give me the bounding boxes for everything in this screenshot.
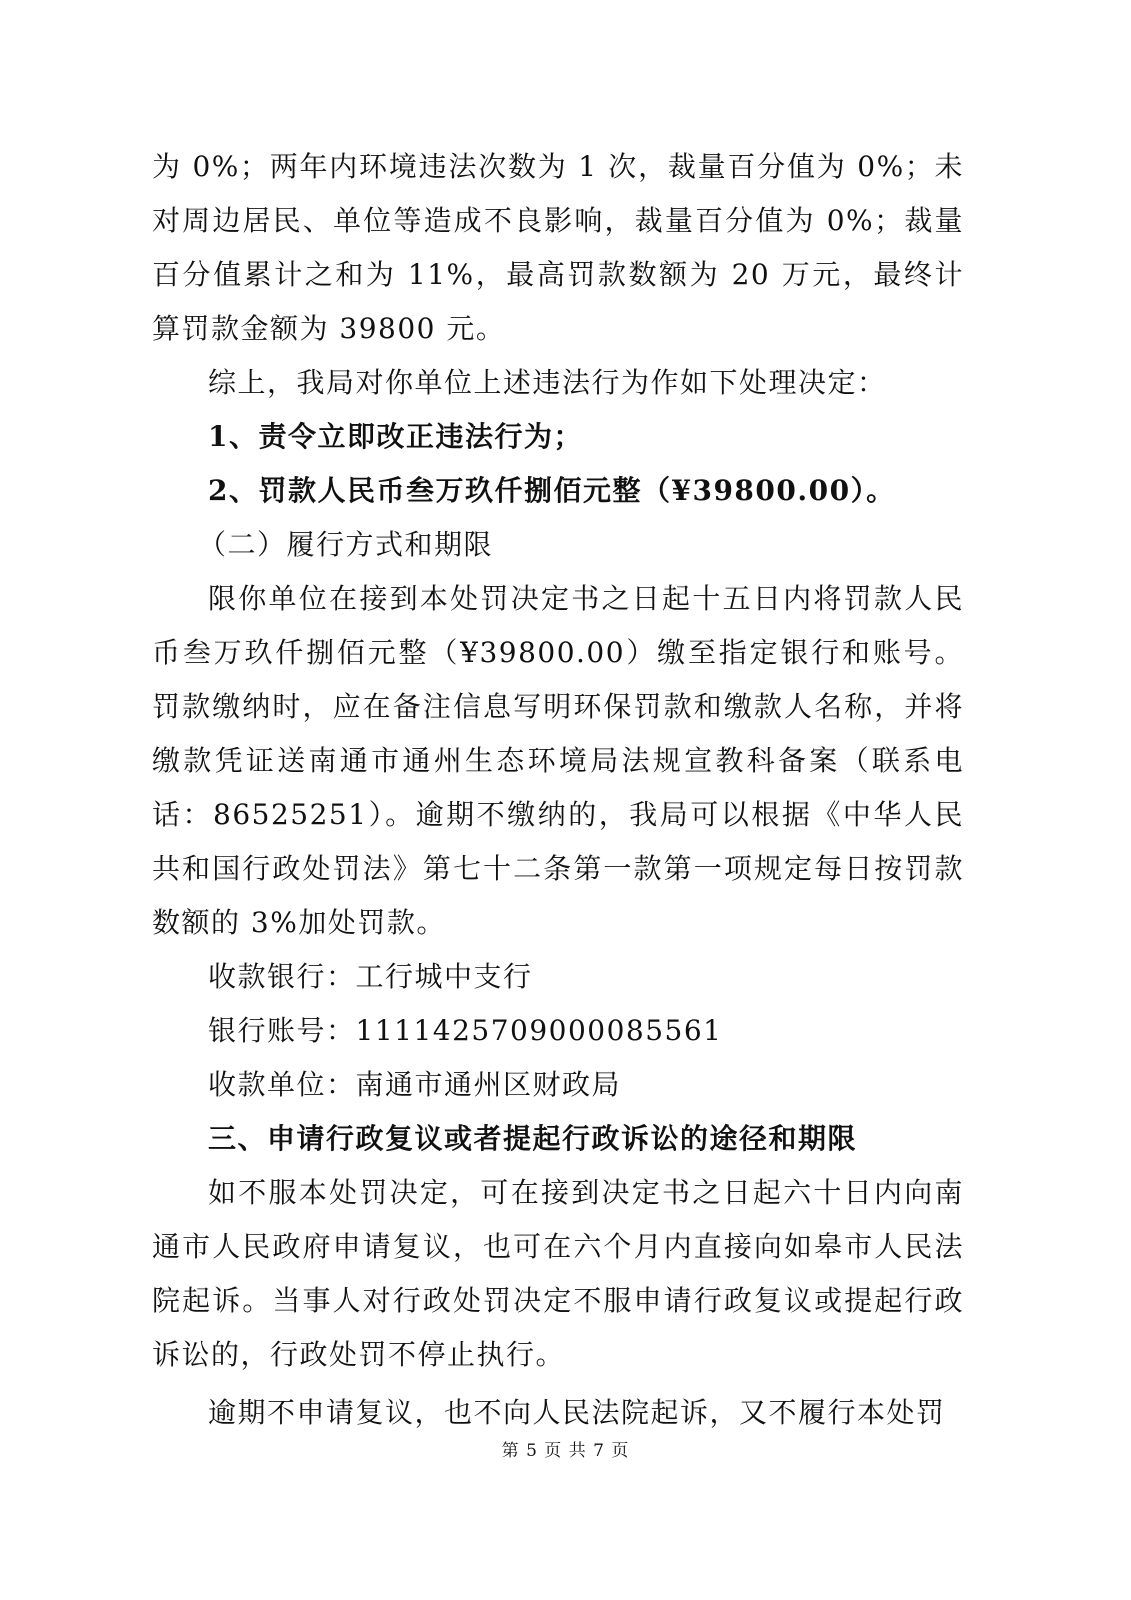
bank-account-number: 银行账号：1111425709000085561 <box>208 1014 723 1047</box>
page-number-footer: 第 5 页 共 7 页 <box>501 1441 630 1461</box>
paragraph-penalty-calculation: 为 0%；两年内环境违法次数为 1 次，裁量百分值为 0%；未对周边居民、单位等造成不良影响，裁量百分值为 0%；裁量百分值累计之和为 11%，最高罚款数额为 20 万元，最终计算罚款金额为 39800 元。 <box>152 150 964 345</box>
document-body <box>152 140 964 1440</box>
decision-item-2: 2、罚款人民币叁万玖仟捌佰元整（¥39800.00）。 <box>208 474 896 507</box>
paragraph-appeal-terms: 如不服本处罚决定，可在接到决定书之日起六十日内向南通市人民政府申请复议，也可在六个月内直接向如皋市人民法院起诉。当事人对行政处罚决定不服申请行政复议或提起行政诉讼的，行政处罚不停止执行。 <box>152 1176 964 1371</box>
payee-bank: 收款银行：工行城中支行 <box>208 960 533 993</box>
section-heading-appeal: 三、申请行政复议或者提起行政诉讼的途径和期限 <box>208 1122 858 1155</box>
paragraph-overdue-consequence: 逾期不申请复议，也不向人民法院起诉，又不履行本处罚 <box>208 1396 946 1429</box>
decision-item-1: 1、责令立即改正违法行为； <box>208 420 583 453</box>
payee-unit: 收款单位：南通市通州区财政局 <box>208 1068 622 1101</box>
paragraph-decision-intro: 综上，我局对你单位上述违法行为作如下处理决定： <box>208 366 887 399</box>
section-heading-payment-method: （二）履行方式和期限 <box>198 528 494 561</box>
paragraph-payment-terms: 限你单位在接到本处罚决定书之日起十五日内将罚款人民币叁万玖仟捌佰元整（¥39800.00）缴至指定银行和账号。罚款缴纳时，应在备注信息写明环保罚款和缴款人名称，并将缴款凭证送南通市通州生态环境局法规宣教科备案（联系电话：86525251）。逾期不缴纳的，我局可以根据《中华人民共和国行政处罚法》第七十二条第一款第一项规定每日按罚款数额的 3%加处罚款。 <box>152 582 964 939</box>
